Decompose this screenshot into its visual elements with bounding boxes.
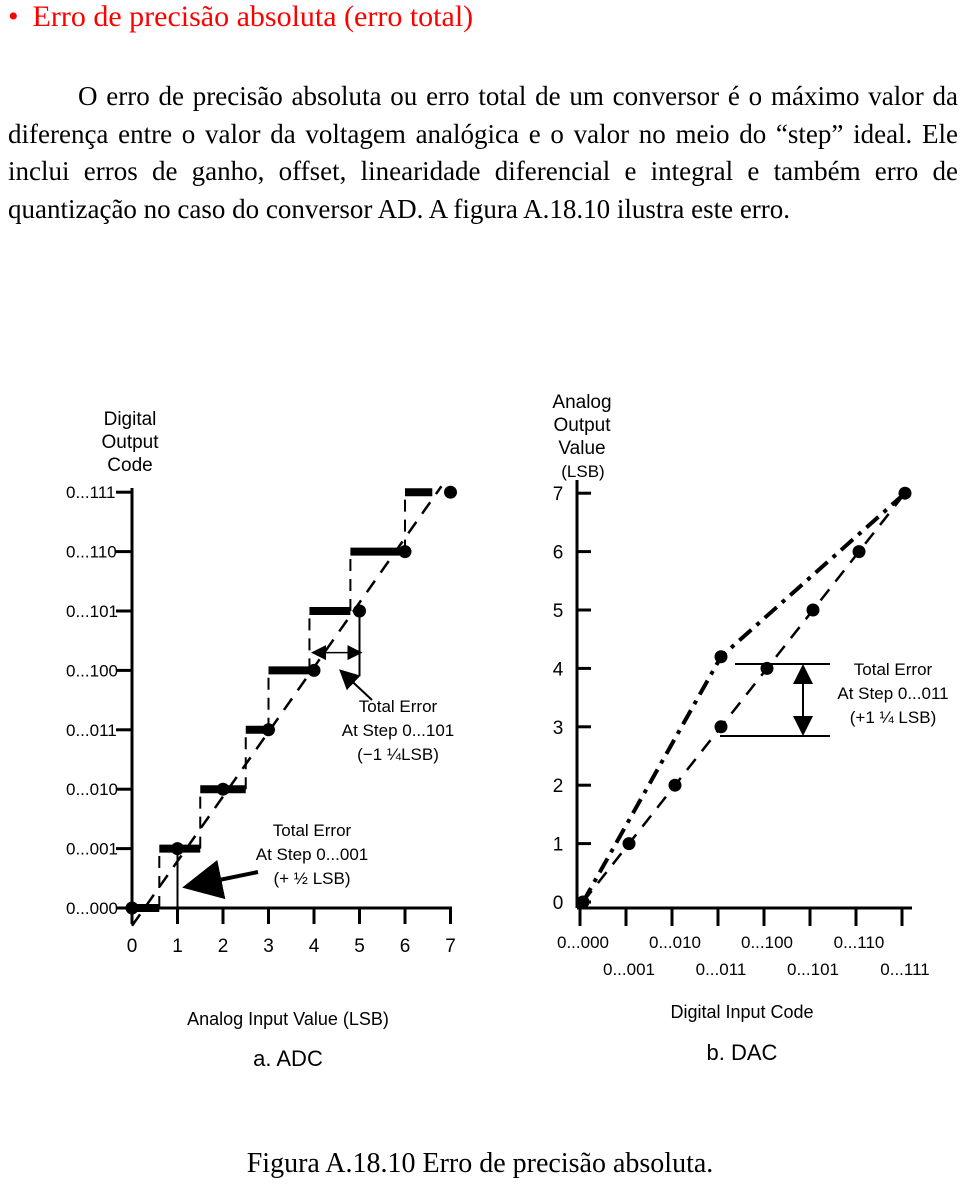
dac-ideal-point xyxy=(577,896,590,909)
adc-annotation-001-arrow xyxy=(190,872,258,886)
adc-x-tick-label: 2 xyxy=(217,936,229,957)
adc-x-tick-label: 1 xyxy=(172,936,183,957)
adc-x-tick-label: 0 xyxy=(126,936,138,957)
figure-caption: Figura A.18.10 Erro de precisão absoluta. xyxy=(246,1148,714,1179)
dac-y-unit: (LSB) xyxy=(561,462,605,481)
heading-title: Erro de precisão absoluta (erro total) xyxy=(32,0,474,33)
adc-y-tick-label: 0...001 xyxy=(66,839,118,859)
dac-y-tick-label: 5 xyxy=(552,601,564,622)
dac-x-tick-label-lower: 0...101 xyxy=(787,960,839,979)
dac-x-tick-label-upper: 0...010 xyxy=(649,933,701,952)
adc-annotation-101-line2: At Step 0...101 xyxy=(341,721,455,740)
dac-y-tick-label: 4 xyxy=(552,659,564,681)
adc-x-tick-label: 4 xyxy=(308,936,320,957)
adc-ideal-point xyxy=(399,545,412,558)
adc-chart xyxy=(66,409,457,1071)
dac-ideal-point xyxy=(623,837,636,850)
dac-y-title-2: Output xyxy=(553,415,611,436)
dac-y-tick-label: 6 xyxy=(552,542,564,564)
dac-x-tick-label-upper: 0...000 xyxy=(557,933,609,952)
dac-x-tick-label-upper: 0...100 xyxy=(741,933,793,952)
dac-annotation-line3: (+1 ¼ LSB) xyxy=(849,708,937,727)
dac-actual-point xyxy=(715,650,728,663)
adc-annotation-101-line3: (−1 ¼LSB) xyxy=(357,745,439,764)
dac-y-tick-label: 0 xyxy=(552,893,564,914)
adc-y-tick-label: 0...011 xyxy=(66,720,117,740)
dac-ticks xyxy=(553,484,930,979)
dac-x-title: Digital Input Code xyxy=(670,1002,814,1022)
dac-ideal-point xyxy=(899,487,912,500)
dac-y-title-1: Analog xyxy=(552,392,612,413)
adc-y-tick-label: 0...000 xyxy=(66,899,118,918)
adc-x-tick-label: 3 xyxy=(263,936,274,957)
adc-annotation-101-arrow xyxy=(342,672,372,700)
adc-y-tick-label: 0...101 xyxy=(66,602,118,621)
adc-x-tick-label: 5 xyxy=(354,936,365,957)
dac-y-tick-label: 1 xyxy=(552,834,564,856)
dac-x-tick-label-upper: 0...110 xyxy=(833,933,885,952)
adc-ideal-point xyxy=(308,664,321,677)
dac-y-tick-label: 2 xyxy=(552,776,564,798)
adc-ideal-point xyxy=(262,723,275,736)
adc-subtitle: a. ADC xyxy=(253,1046,323,1071)
adc-annotation-001-line1: Total Error xyxy=(272,821,352,840)
adc-x-tick-label: 6 xyxy=(399,936,411,957)
dac-ideal-point xyxy=(853,545,866,558)
dac-chart xyxy=(552,392,948,1065)
dac-ideal-point xyxy=(715,720,728,733)
adc-y-title-2: Output xyxy=(101,432,159,453)
adc-annotation-101-line1: Total Error xyxy=(358,697,438,716)
adc-annotation-001-line2: At Step 0...001 xyxy=(255,845,369,864)
dac-annotation-line1: Total Error xyxy=(853,660,933,679)
dac-ideal-point xyxy=(669,779,682,792)
adc-y-title-1: Digital xyxy=(103,409,157,430)
adc-y-tick-label: 0...010 xyxy=(66,780,118,800)
dac-subtitle: b. DAC xyxy=(706,1040,778,1065)
adc-y-tick-label: 0...110 xyxy=(66,542,117,562)
dac-ideal-point xyxy=(807,604,820,617)
adc-ideal-point xyxy=(126,902,139,915)
dac-y-tick-label: 7 xyxy=(552,484,564,506)
adc-x-title: Analog Input Value (LSB) xyxy=(187,1009,389,1029)
dac-x-tick-label-lower: 0...111 xyxy=(880,960,930,979)
dac-y-title-3: Value xyxy=(558,438,606,459)
adc-ideal-point xyxy=(353,605,366,618)
bullet-icon: • xyxy=(8,0,19,33)
dac-x-tick-label-lower: 0...011 xyxy=(695,960,747,979)
dac-y-tick-label: 3 xyxy=(552,717,564,739)
adc-ideal-point xyxy=(217,783,230,796)
dac-x-tick-label-lower: 0...001 xyxy=(603,960,655,979)
adc-y-tick-label: 0...100 xyxy=(66,661,118,681)
adc-x-tick-label: 7 xyxy=(445,936,456,957)
paragraph-text: O erro de precisão absoluta ou erro total de um conversor é o máximo valor da diferença entre o valor da voltagem analógica e o valor no meio do “step” ideal. Ele inclui erros de ganho, offset, linearidade diferencial e integral e também erro de quantização no caso do conversor AD. A figura A.18.10 ilustra este erro. xyxy=(8,81,958,224)
adc-ideal-point xyxy=(444,486,457,499)
adc-y-title-3: Code xyxy=(107,455,153,476)
dac-annotation-line2: At Step 0...011 xyxy=(837,684,949,703)
adc-annotation-001-line3: (+ ½ LSB) xyxy=(273,869,351,888)
adc-y-tick-label: 0...111 xyxy=(66,483,116,503)
